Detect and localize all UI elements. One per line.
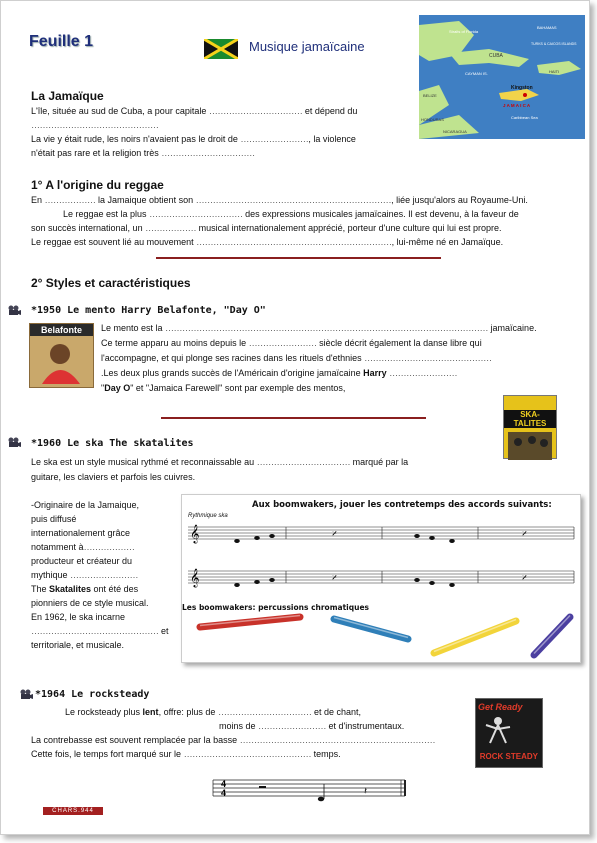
s0-line-4: n'était pas rare et la religion très …………………………… [31,148,255,158]
boomwhacker-tubes [182,613,580,659]
album-title: Belafonte [30,324,93,336]
boomwhacker-purple [534,617,570,655]
quarter-rest-icon: 𝄽 [364,786,368,797]
album-bottom-text: ROCK STEADY [479,752,538,761]
ska-col-8: pionniers de ce style musical. [31,598,149,608]
boomwhacker-yellow [434,621,516,653]
film-camera-icon [7,305,21,315]
skatalites-album-cover [503,395,557,459]
s1-line-1: En ……………… la Jamaique obtient son ……………………………………………………………, liée jusqu'alors au Royaume-Uni. [31,195,528,205]
map-label-nicaragua: NICARAGUA [443,129,467,134]
dancers-icon [476,715,542,747]
rocksteady-rhythm-staff [209,772,409,806]
divider-line [156,257,441,259]
rocksteady-line-2: moins de …………………… et d'instrumentaux. [219,721,405,731]
note-icon [318,797,324,802]
ska-col-10: ……………………………………… et [31,626,169,636]
boomwhacker-highlight [534,616,570,654]
rocksteady-line-1: Le rocksteady plus lent, offre: plus de …………………………… et de chant, [65,707,361,717]
mento-line-3: l'accompagne, et qui plonge ses racines dans les rituels d'ethnies ……………………………………… [101,353,492,363]
film-camera-icon [7,437,21,447]
band-photo-icon [504,428,556,464]
map-label-honduras: HONDURAS [421,117,444,122]
film-camera-icon [19,689,33,699]
caribbean-map [419,15,585,139]
rocksteady-album-cover [475,698,543,768]
ska-col-7: The Skatalites ont été des [31,584,139,594]
ska-heading: *1960 Le ska The skatalites [31,438,194,449]
s1-line-2: Le reggae est la plus …………………………… des expressions musicales jamaïcaines. Il est devenu, à la faveur de [63,209,519,219]
map-label-cuba: CUBA [489,53,503,59]
boomwhacker-blue [334,619,408,639]
mento-line-5: "Day O" et "Jamaica Farewell" sont par exemple des mentos, [101,383,346,393]
ska-col-9: En 1962, le ska incarne [31,612,126,622]
ska-col-4: notamment à……………… [31,542,135,552]
map-label-haiti: HAITI [549,69,560,74]
mento-line-1: Le mento est la …………………………………………………………………………………………………… jamaïcaine. [101,323,537,333]
ska-line-2: guitare, les claviers et parfois les cuivres. [31,472,196,482]
boomwhacker-highlight [434,620,516,652]
mento-line-4: .Les deux plus grands succès de l'Américain d'origine jamaïcaine Harry …………………… [101,368,458,378]
ska-col-2: puis diffusé [31,514,77,524]
section-heading-styles: 2° Styles et caractéristiques [31,276,191,290]
sheet-subtitle: Rythmique ska [188,513,228,519]
map-label-belize: BELIZE [423,93,437,98]
treble-clef-icon: 𝄞 [190,526,200,543]
boomwhacker-highlight [334,618,408,638]
map-label-jamaica: J A M A I C A [503,103,531,108]
belafonte-album-cover [29,323,94,388]
s1-line-4: Le reggae est souvent lié au mouvement ……………………………………………………………, lui-même né en Jamaïque. [31,237,504,247]
map-label-bahamas: BAHAMAS [537,25,557,30]
divider-line-2 [161,417,426,419]
ska-col-3: internationalement grâce [31,528,131,538]
s0-line-1: L'île, située au sud de Cuba, a pour capitale …………………………… et dépend du [31,106,358,116]
map-label-turks: TURKS & CAICOS ISLANDS [531,42,577,46]
time-signature-bottom: 4 [221,788,227,798]
boomwhacker-red [200,617,300,627]
mento-heading: *1950 Le mento Harry Belafonte, "Day O" [31,305,266,316]
s0-line-2: ……………………………………… [31,120,159,130]
ska-col-11: territoriale, et musicale. [31,640,125,650]
repeat-sign-icon: 𝄎 [332,529,337,540]
ska-rhythm-staff [182,519,580,594]
map-label-caribbean: Caribbean Sea [511,115,538,120]
boomwhacker-sheet [181,494,581,663]
s1-line-3: son succès international, un ……………… musical internationalement apprécié, porteur d'une culture qui lui est propre. [31,223,502,233]
sheet-title: Aux boomwakers, jouer les contretemps des accords suivants: [252,500,552,510]
album-top-text: Get Ready [478,702,523,712]
repeat-sign-icon: 𝄎 [332,573,337,584]
treble-clef-icon: 𝄞 [190,570,200,587]
ska-col-1: -Originaire de la Jamaique, [31,500,140,510]
time-signature-top: 4 [221,779,227,789]
sheet-percussion-title: Les boomwakers: percussions chromatiques [182,603,369,612]
repeat-sign-icon: 𝄎 [522,573,527,584]
ska-line-1: Le ska est un style musical rythmé et reconnaissable au …………………………… marqué par la [31,457,409,467]
rocksteady-line-3: La contrebasse est souvent remplacée par la basse …………………………………………………………… [31,735,436,745]
singer-portrait-icon [30,336,93,384]
rocksteady-heading: *1964 Le rocksteady [35,689,150,700]
mento-line-2: Ce terme apparu au moins depuis le …………………… siècle décrit également la danse libre qui [101,338,482,348]
section-heading-jamaique: La Jamaïque [31,89,104,103]
map-label-cayman: CAYMAN IS. [465,71,488,76]
footer-stamp: CHARS.944 [43,807,103,815]
album-title: SKA-TALITES [504,410,556,428]
map-label-kingston: Kingston [511,85,533,91]
repeat-sign-icon: 𝄎 [522,529,527,540]
ska-col-6: mythique …………………… [31,570,139,580]
jamaica-flag-icon [204,39,238,59]
section-heading-origine: 1° A l'origine du reggae [31,178,164,192]
ska-col-5: producteur et créateur du [31,556,133,566]
rest-icon [259,786,266,788]
sheet-label: Feuille 1 [29,33,94,50]
page-title: Musique jamaïcaine [249,39,365,54]
map-label-strait: Straits of Florida [449,29,479,34]
rocksteady-line-4: Cette fois, le temps fort marqué sur le ……………………………………… temps. [31,749,341,759]
s0-line-3: La vie y était rude, les noirs n'avaient pas le droit de ……………………, la violence [31,134,356,144]
